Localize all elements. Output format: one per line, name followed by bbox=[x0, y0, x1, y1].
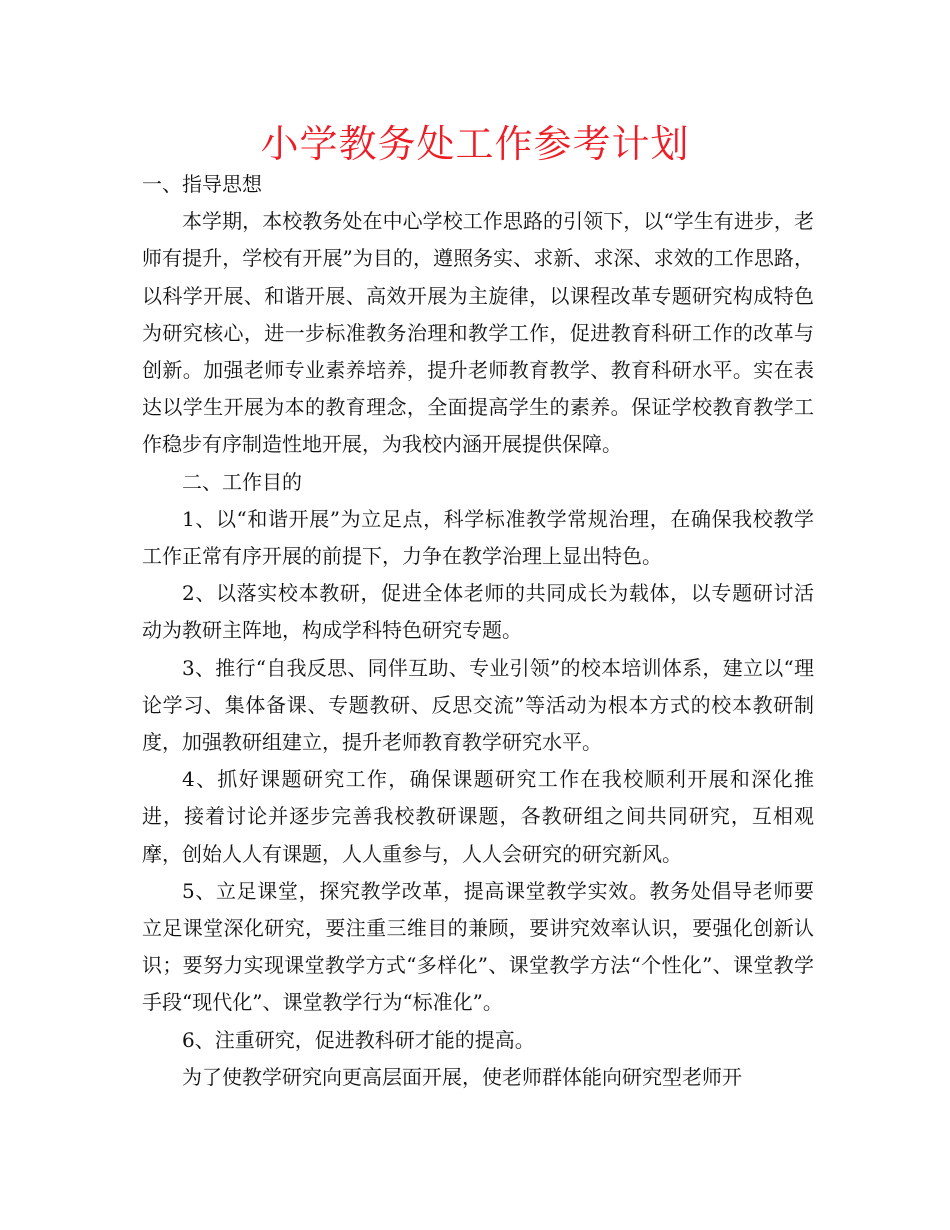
document-title: 小学教务处工作参考计划 bbox=[260, 122, 690, 166]
goal-item-1: 1、以“和谐开展”为立足点，科学标准教学常规治理，在确保我校教学工作正常有序开展的前提下，力争在教学治理上显出特色。 bbox=[142, 506, 814, 569]
goal-item-6: 6、注重研究，促进教科研才能的提高。 bbox=[182, 1027, 535, 1052]
section-heading-work-goals: 二、工作目的 bbox=[182, 469, 302, 494]
goal-item-5: 5、立足课堂，探究教学改革，提高课堂教学实效。教务处倡导老师要立足课堂深化研究，要注重三维目的兼顾，要讲究效率认识，要强化创新认识；要努力实现课堂教学方式“多样化”、课堂教学方法“个性化”、课堂教学手段“现代化”、课堂教学行为“标准化”。 bbox=[142, 878, 814, 1015]
paragraph-guiding-ideology: 本学期，本校教务处在中心学校工作思路的引领下，以“学生有进步，老师有提升，学校有开展”为目的，遵照务实、求新、求深、求效的工作思路，以科学开展、和谐开展、高效开展为主旋律，以课程改革专题研究构成特色为研究核心，进一步标准教务治理和教学工作，促进教育科研工作的改革与创新。加强老师专业素养培养，提升老师教育教学、教育科研水平。实在表达以学生开展为本的教育理念，全面提高学生的素养。保证学校教育教学工作稳步有序制造性地开展，为我校内涵开展提供保障。 bbox=[142, 209, 814, 457]
document-body bbox=[142, 166, 814, 1096]
goal-item-3: 3、推行“自我反思、同伴互助、专业引领”的校本培训体系，建立以“理论学习、集体备课、专题教研、反思交流”等活动为根本方式的校本教研制度，加强教研组建立，提升老师教育教学研究水平。 bbox=[142, 655, 814, 755]
paragraph-research: 为了使教学研究向更高层面开展，使老师群体能向研究型老师开 bbox=[182, 1064, 742, 1089]
goal-item-4: 4、抓好课题研究工作，确保课题研究工作在我校顺利开展和深化推进，接着讨论并逐步完善我校教研课题，各教研组之间共同研究，互相观摩，创始人人有课题，人人重参与，人人会研究的研究新风。 bbox=[142, 767, 814, 866]
section-heading-guiding-ideology: 一、指导思想 bbox=[142, 172, 262, 196]
goal-item-2: 2、以落实校本教研，促进全体老师的共同成长为载体，以专题研讨活动为教研主阵地，构成学科特色研究专题。 bbox=[142, 581, 814, 643]
